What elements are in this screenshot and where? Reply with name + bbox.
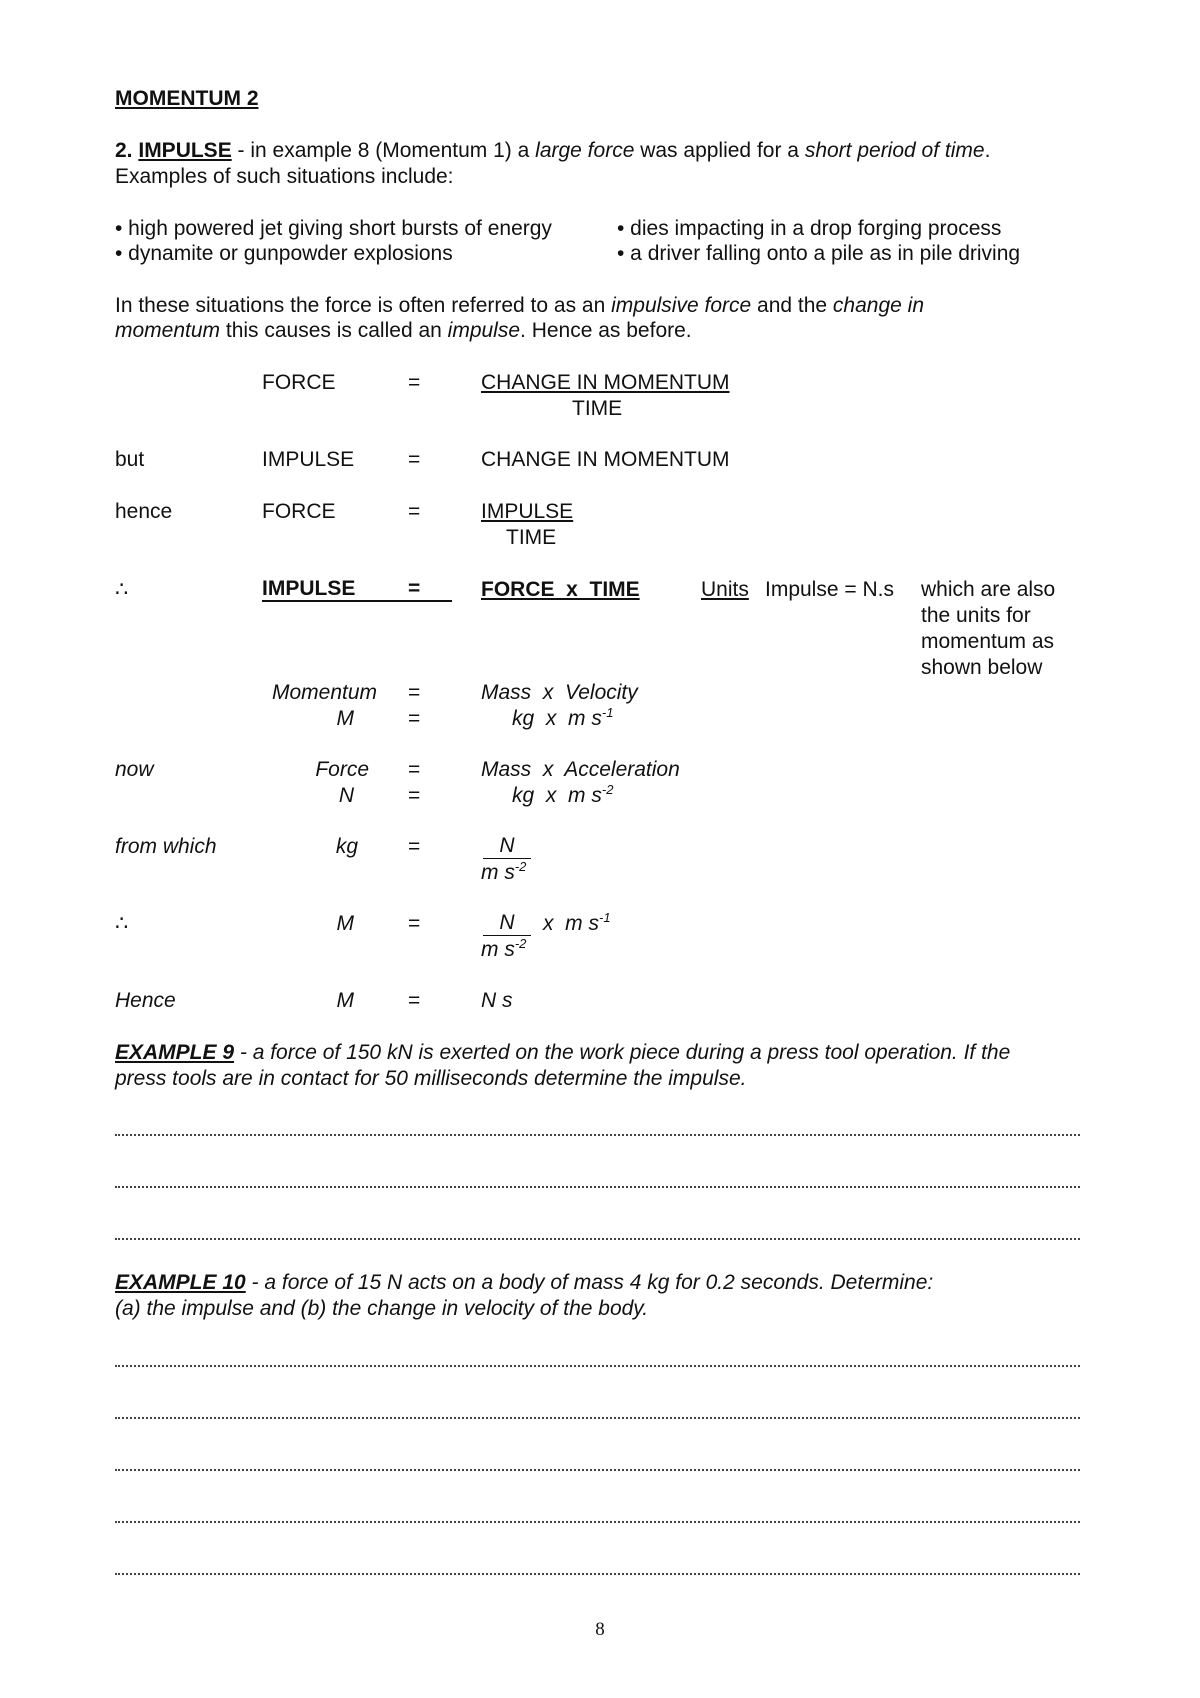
example-9-label: EXAMPLE 9 (115, 1041, 235, 1064)
answer-line[interactable] (115, 1469, 1080, 1471)
eq3-prefix: hence (115, 500, 173, 523)
m2-multiplier (543, 911, 611, 937)
eq1-denominator: TIME (572, 397, 623, 420)
eq1-numerator: CHANGE IN MOMENTUM (481, 371, 730, 394)
answer-line[interactable] (115, 1365, 1080, 1367)
answer-line[interactable] (115, 1186, 1080, 1188)
intro-italic-1: large force (535, 139, 635, 162)
eq1-equals: = (408, 371, 421, 394)
example-10-label: EXAMPLE 10 (115, 1271, 246, 1294)
example-9-line-1 (115, 1040, 1010, 1066)
m2-denominator-exponent: -2 (514, 936, 527, 951)
paragraph-line-2 (115, 318, 692, 344)
hence-equals: = (408, 989, 421, 1012)
therefore-symbol: ∴ (115, 578, 129, 601)
para-italic: impulsive force (611, 294, 752, 317)
m2-lhs: M (336, 912, 354, 935)
m-units-exponent: -1 (601, 705, 614, 720)
eq4-underline-block (262, 577, 452, 602)
page-number: 8 (595, 1619, 605, 1640)
n-units-exponent: -2 (601, 782, 614, 797)
m2-denominator-text: m s (481, 938, 515, 961)
impulse-intro-line (115, 138, 990, 164)
m2-multiplier-exponent: -1 (599, 910, 611, 925)
eq2-equals: = (408, 448, 421, 471)
section-heading: IMPULSE (138, 139, 232, 162)
paragraph-line-1 (115, 293, 924, 319)
kg-denominator-text: m s (481, 861, 515, 884)
page-title: MOMENTUM 2 (115, 87, 259, 110)
m2-equals: = (408, 912, 421, 935)
force-equals: = (408, 758, 421, 781)
para-italic: impulse (447, 319, 521, 342)
bullet-item: • dies impacting in a drop forging process (617, 217, 1002, 240)
example-10-line-2: (a) the impulse and (b) the change in velocity of the body. (115, 1297, 649, 1320)
m2-denominator (481, 937, 526, 963)
intro-line-2: Examples of such situations include: (115, 165, 454, 188)
therefore-symbol: ∴ (115, 912, 129, 935)
answer-line[interactable] (115, 1573, 1080, 1575)
m2-multiplier-text: x m s (543, 912, 599, 935)
para-italic: momentum (115, 319, 221, 342)
m-units-lhs: M (336, 707, 354, 730)
kg-numerator: N (483, 834, 531, 859)
intro-text-3: . (984, 139, 991, 162)
momentum-equals: = (408, 681, 421, 704)
intro-text-2: was applied for a (634, 139, 805, 162)
para-text: this causes is called an (220, 319, 448, 342)
section-number: 2. (115, 139, 133, 162)
momentum-rhs: Mass x Velocity (481, 681, 638, 704)
force-prefix: now (115, 758, 154, 781)
eq3-lhs: FORCE (262, 500, 336, 523)
eq3-equals: = (408, 500, 421, 523)
n-units-rhs (512, 783, 613, 809)
kg-prefix: from which (115, 835, 217, 858)
eq2-lhs: IMPULSE (262, 448, 355, 471)
hence-prefix: Hence (115, 989, 176, 1012)
eq2-rhs: CHANGE IN MOMENTUM (481, 448, 730, 471)
example-9-text: - a force of 150 kN is exerted on the work piece during a press tool operation. If the (234, 1041, 1011, 1064)
example-10-text: - a force of 15 N acts on a body of mass 4 kg for 0.2 seconds. Determine: (245, 1271, 934, 1294)
n-units-equals: = (408, 784, 421, 807)
intro-italic-2: short period of time (804, 139, 985, 162)
eq1-lhs: FORCE (262, 371, 336, 394)
answer-line[interactable] (115, 1521, 1080, 1523)
hence-lhs: M (336, 989, 354, 1012)
eq2-prefix: but (115, 448, 145, 471)
units-note-line: momentum as (921, 630, 1055, 653)
para-text: In these situations the force is often referred to as an (115, 294, 612, 317)
m2-numerator: N (483, 911, 531, 936)
eq4-equals: = (408, 577, 421, 600)
force-lhs: Force (315, 758, 369, 781)
eq3-numerator: IMPULSE (481, 500, 574, 523)
momentum-lhs: Momentum (271, 681, 377, 704)
hence-rhs: N s (481, 989, 513, 1012)
n-units-rhs-text: kg x m s (512, 784, 602, 807)
units-note-line: which are also (921, 578, 1056, 601)
n-units-lhs: N (338, 784, 354, 807)
para-text: . Hence as before. (520, 319, 692, 342)
kg-equals: = (408, 835, 421, 858)
m-units-rhs (512, 706, 613, 732)
bullet-item: • a driver falling onto a pile as in pile driving (617, 242, 1021, 265)
units-value: Impulse = N.s (765, 578, 894, 601)
eq4-rhs: FORCE x TIME (481, 578, 640, 601)
force-rhs: Mass x Acceleration (481, 758, 680, 781)
m-units-equals: = (408, 707, 421, 730)
bullet-item: • high powered jet giving short bursts of energy (115, 217, 552, 240)
example-10-line-1 (115, 1270, 933, 1296)
answer-line[interactable] (115, 1134, 1080, 1136)
para-text: and the (751, 294, 833, 317)
para-italic: change in (832, 294, 924, 317)
units-note-line: the units for (921, 604, 1031, 627)
example-9-line-2: press tools are in contact for 50 milliseconds determine the impulse. (115, 1067, 747, 1090)
kg-denominator-exponent: -2 (514, 859, 527, 874)
kg-lhs: kg (335, 835, 358, 858)
eq4-lhs: IMPULSE (262, 577, 356, 600)
units-note-line: shown below (921, 656, 1043, 679)
units-label: Units (701, 578, 749, 601)
answer-line[interactable] (115, 1238, 1080, 1240)
intro-text-1: - in example 8 (Momentum 1) a (231, 139, 536, 162)
kg-denominator (481, 860, 526, 886)
eq3-denominator: TIME (506, 526, 557, 549)
bullet-item: • dynamite or gunpowder explosions (115, 242, 453, 265)
m-units-rhs-text: kg x m s (512, 707, 602, 730)
answer-line[interactable] (115, 1417, 1080, 1419)
